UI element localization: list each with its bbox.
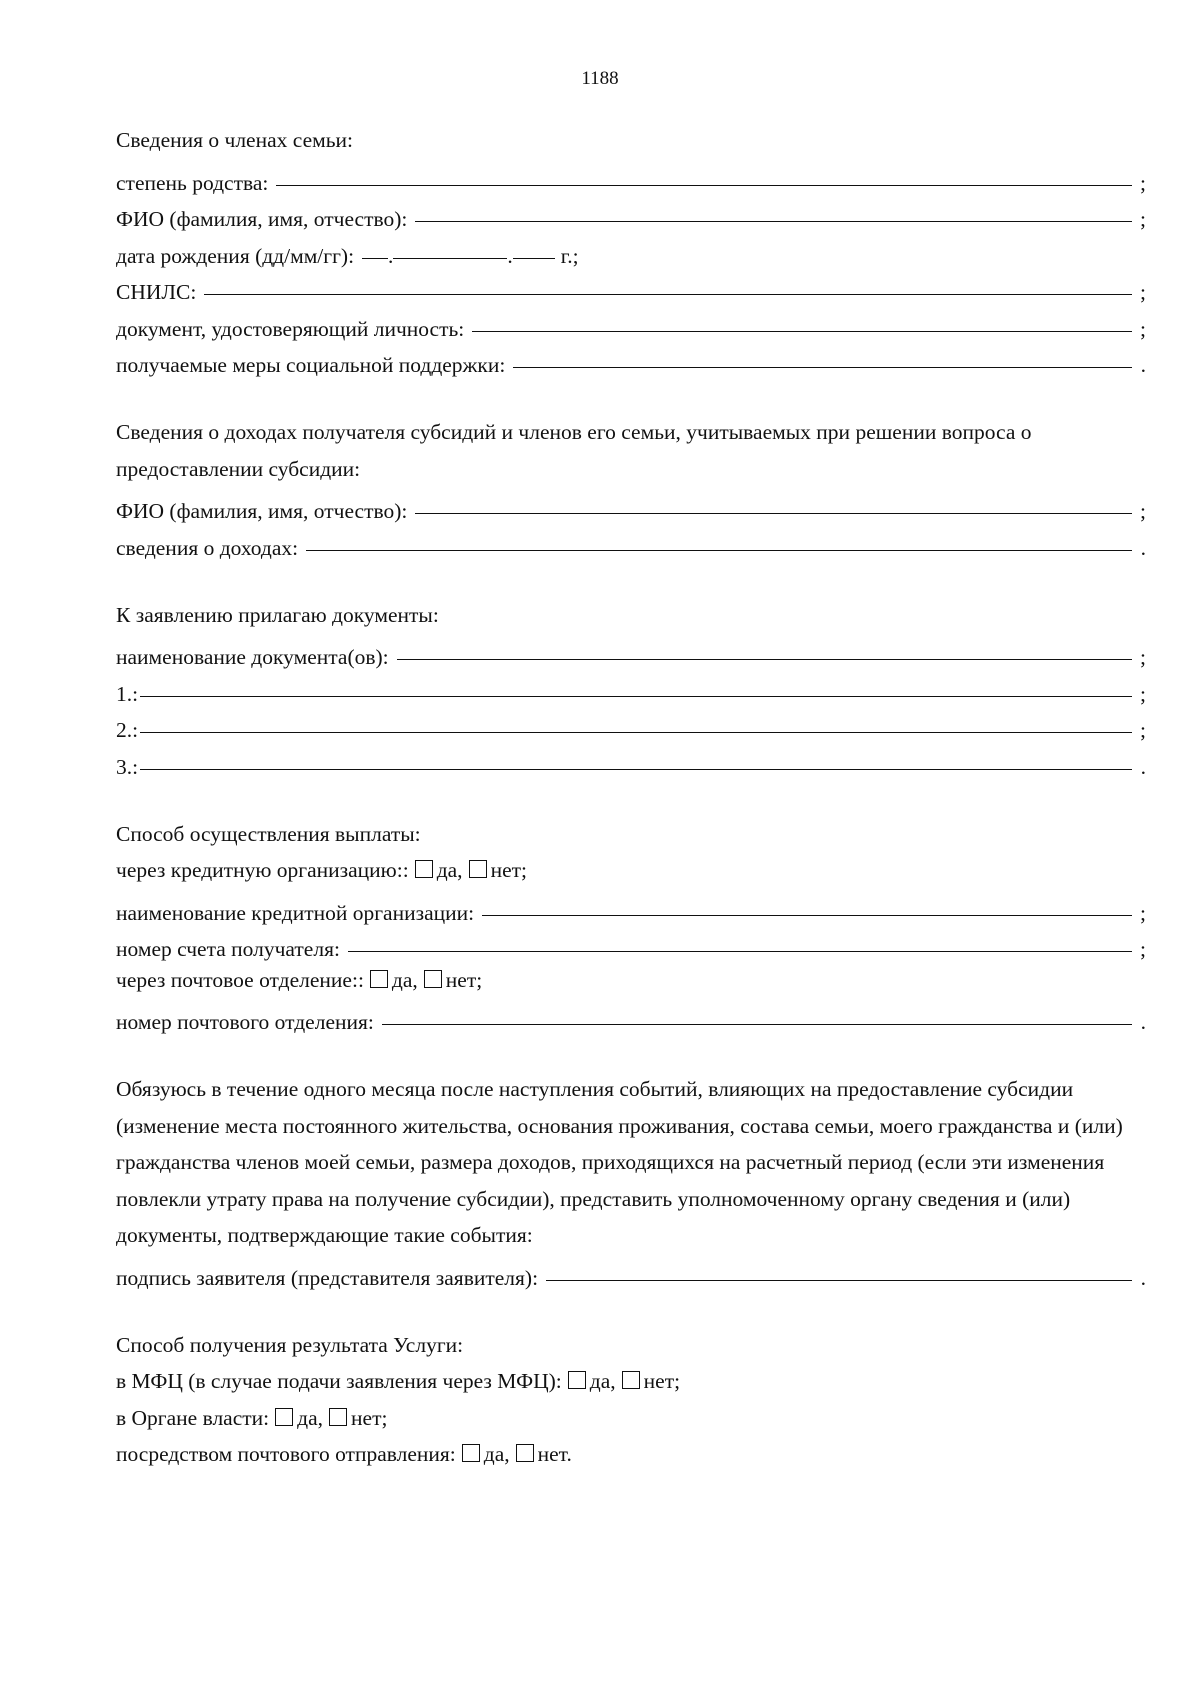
post-number-row: номер почтового отделения: . [116, 998, 1146, 1035]
support-row: получаемые меры социальной поддержки: . [116, 341, 1146, 378]
result-post-yes-checkbox[interactable] [462, 1444, 480, 1462]
income-fio-field[interactable] [415, 483, 1132, 514]
birth-date-row: дата рождения (дд/мм/гг): . . г.; [116, 232, 1146, 269]
result-post-row: посредством почтового отправления: да, нет. [116, 1442, 572, 1466]
attachment-item-2: 2.: ; [116, 706, 1146, 743]
obligation-text: Обязуюсь в течение одного месяца после наступления событий, влияющих на предоставление субсидии (изменение места постоянного жительства, основания проживания, состава семьи, моего гражданства и (или) гражданства членов моей семьи, размера доходов, приходящихся на расчетный период (если эти изменения повлекли утрату права на получение субсидии), представить уполномоченному органу сведения и (или) документы, подтверждающие такие события: [116, 1077, 1123, 1247]
income-section-title: Сведения о доходах получателя субсидий и членов его семьи, учитываемых при решении вопроса о предоставлении субсидии: [116, 420, 1032, 481]
doc-names-row: наименование документа(ов): ; [116, 633, 1146, 670]
bank-no-checkbox[interactable] [469, 860, 487, 878]
authority-yes-checkbox[interactable] [275, 1408, 293, 1426]
attachment-item-1: 1.: ; [116, 670, 1146, 707]
account-row: номер счета получателя: ; [116, 925, 1146, 962]
attachment-item-3: 3.: . [116, 743, 1146, 780]
post-number-field[interactable] [382, 994, 1132, 1025]
relation-field[interactable] [276, 155, 1132, 186]
result-post-no-checkbox[interactable] [516, 1444, 534, 1462]
doc-names-field[interactable] [397, 629, 1132, 660]
mfc-yes-checkbox[interactable] [568, 1371, 586, 1389]
attachment-2-field[interactable] [140, 702, 1132, 733]
income-info-row: сведения о доходах: . [116, 524, 1146, 561]
id-doc-row: документ, удостоверяющий личность: ; [116, 305, 1146, 342]
relation-row: степень родства: ; [116, 159, 1146, 196]
signature-row: подпись заявителя (представителя заявителя): . [116, 1254, 1146, 1291]
authority-no-checkbox[interactable] [329, 1408, 347, 1426]
form-content [116, 122, 1146, 1473]
support-field[interactable] [513, 337, 1132, 368]
snils-field[interactable] [204, 264, 1132, 295]
attachment-3-field[interactable] [140, 739, 1132, 770]
id-doc-field[interactable] [472, 301, 1132, 332]
mfc-no-checkbox[interactable] [622, 1371, 640, 1389]
page-number: 1188 [581, 68, 619, 89]
bank-option-row: через кредитную организацию:: да, нет; [116, 858, 527, 882]
family-fio-row: ФИО (фамилия, имя, отчество): ; [116, 195, 1146, 232]
birth-day-field[interactable] [362, 228, 388, 259]
income-fio-row: ФИО (фамилия, имя, отчество): ; [116, 487, 1146, 524]
snils-row: СНИЛС: ; [116, 268, 1146, 305]
birth-year-field[interactable] [513, 228, 555, 259]
income-info-field[interactable] [306, 520, 1132, 551]
result-authority-row: в Органе власти: да, нет; [116, 1405, 388, 1430]
payment-title: Способ осуществления выплаты: [116, 821, 421, 846]
family-section-title: Сведения о членах семьи: [116, 128, 354, 152]
bank-yes-checkbox[interactable] [415, 860, 433, 878]
signature-field[interactable] [546, 1250, 1132, 1281]
post-option-row: через почтовое отделение:: да, нет; [116, 967, 483, 992]
family-fio-field[interactable] [415, 191, 1132, 222]
attachment-1-field[interactable] [140, 666, 1132, 697]
result-title: Способ получения результата Услуги: [116, 1332, 464, 1357]
result-mfc-row: в МФЦ (в случае подачи заявления через МФЦ): да, нет; [116, 1369, 681, 1393]
bank-name-row: наименование кредитной организации: ; [116, 889, 1146, 926]
attachments-title: К заявлению прилагаю документы: [116, 602, 439, 627]
account-field[interactable] [348, 921, 1132, 952]
birth-month-field[interactable] [393, 228, 507, 259]
bank-name-field[interactable] [482, 885, 1132, 916]
post-yes-checkbox[interactable] [370, 970, 388, 988]
post-no-checkbox[interactable] [424, 970, 442, 988]
